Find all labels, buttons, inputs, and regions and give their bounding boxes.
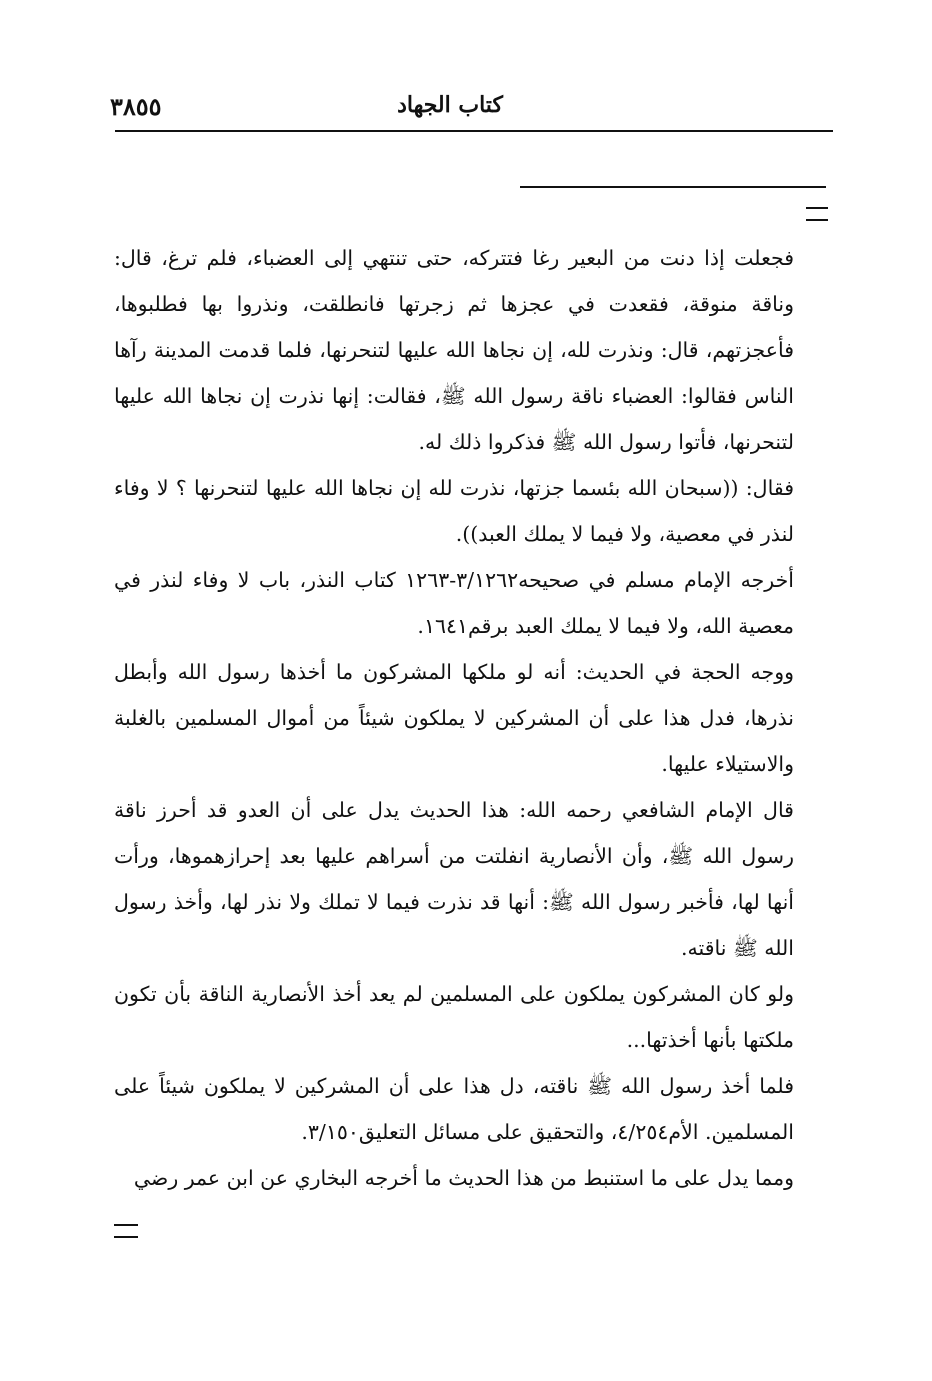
paragraph: أخرجه الإمام مسلم في صحيحه٣/١٢٦٢-١٢٦٣ كتاب النذر، باب لا وفاء لنذر في معصية الله، ولا فيما لا يملك العبد برقم١٦٤١.	[114, 568, 794, 638]
continuation-mark-top	[806, 207, 828, 221]
page-number: ٣٨٥٥	[110, 92, 162, 121]
paragraph: فجعلت إذا دنت من البعير رغا فتتركه، حتى تنتهي إلى العضباء، فلم ترغ، قال: وناقة منوقة، فقعدت في عجزها ثم زجرتها فانطلقت، ونذروا بها فطلبوها، فأعجزتهم، قال: ونذرت لله، إن نجاها الله عليها لتنحرنها، فلما قدمت المدينة رآها الناس فقالوا: العضباء ناقة رسول الله ﷺ، فقالت: إنها نذرت إن نجاها الله عليها لتنحرنها، فأتوا رسول الله ﷺ فذكروا ذلك له.	[114, 246, 794, 454]
continuation-rule	[520, 186, 826, 188]
continuation-mark-bottom	[114, 1224, 138, 1238]
paragraph: فلما أخذ رسول الله ﷺ ناقته، دل هذا على أن المشركين لا يملكون شيئاً على المسلمين. الأم٤/٢٥٤، والتحقيق على مسائل التعليق٣/١٥٠.	[114, 1074, 794, 1144]
paragraph: ولو كان المشركون يملكون على المسلمين لم يعد أخذ الأنصارية الناقة بأن تكون ملكتها بأنها أخذتها...	[114, 982, 794, 1052]
paragraph: ومما يدل على ما استنبط من هذا الحديث ما أخرجه البخاري عن ابن عمر رضي	[133, 1166, 794, 1190]
body-text	[114, 235, 794, 1201]
header-rule	[115, 130, 833, 132]
paragraph: قال الإمام الشافعي رحمه الله: هذا الحديث يدل على أن العدو قد أحرز ناقة رسول الله ﷺ، وأن الأنصارية انفلتت من أسراهم عليها بعد إحرازهموها، ورأت أنها لها، فأخبر رسول الله ﷺ: أنها قد نذرت فيما لا تملك ولا نذر لها، وأخذ رسول الله ﷺ ناقته.	[114, 798, 794, 960]
running-header-title: كتاب الجهاد	[397, 92, 503, 118]
paragraph: فقال: ((سبحان الله بئسما جزتها، نذرت لله إن نجاها الله عليها لتنحرنها ؟ لا وفاء لنذر في معصية، ولا فيما لا يملك العبد)).	[114, 476, 794, 546]
paragraph: ووجه الحجة في الحديث: أنه لو ملكها المشركون ما أخذها رسول الله وأبطل نذرها، فدل هذا على أن المشركين لا يملكون شيئاً من أموال المسلمين بالغلبة والاستيلاء عليها.	[114, 660, 794, 776]
